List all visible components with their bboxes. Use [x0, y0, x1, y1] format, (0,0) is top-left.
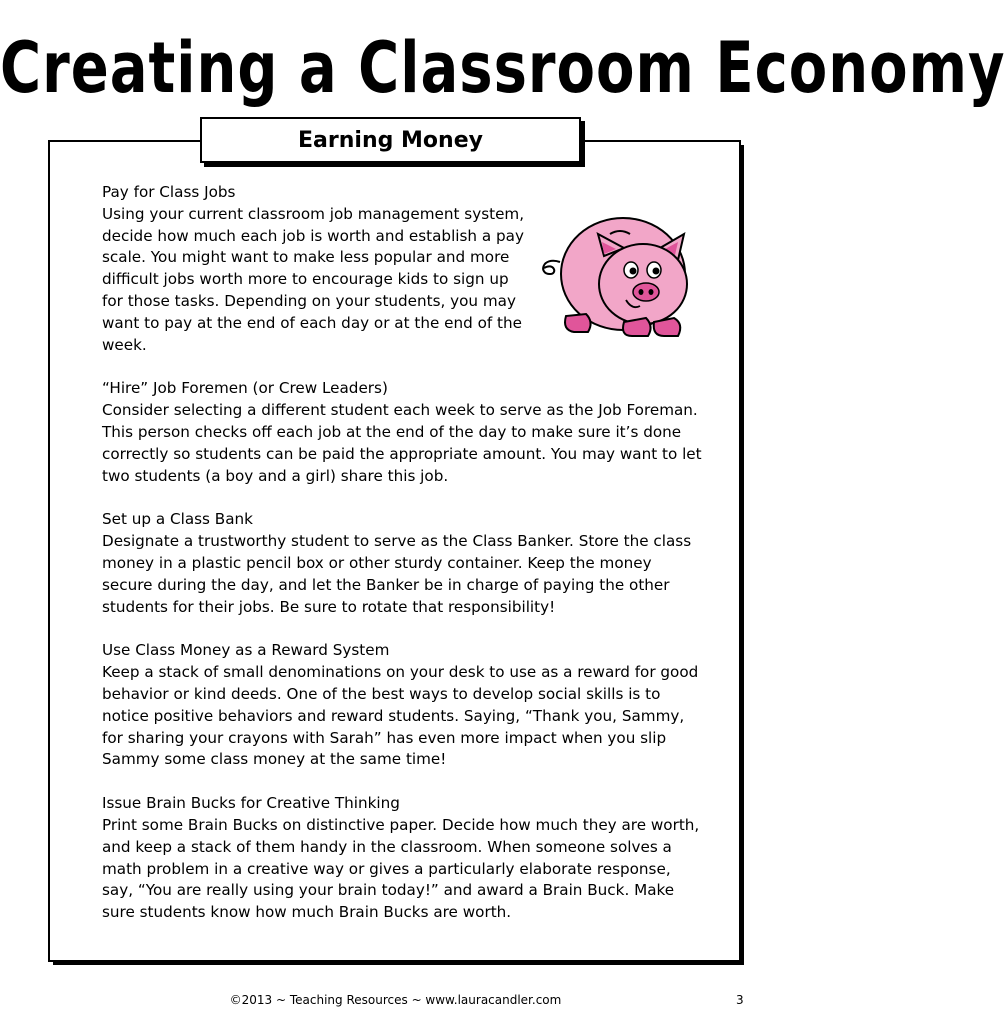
piggy-bank-icon [528, 212, 698, 342]
section-title: Set up a Class Bank [102, 510, 253, 529]
section-reward-system [102, 640, 702, 771]
section-heading: Earning Money [298, 127, 483, 153]
section-class-bank [102, 509, 702, 618]
section-title: Pay for Class Jobs [102, 183, 236, 201]
section-text: Consider selecting a different student each week to serve as the Job Foreman. This person checks off each job at the end of the day to make sure it’s done correctly so students can be paid the appropriate amount. You may want to let two students (a boy and a girl) share this job. [102, 401, 702, 485]
section-title: “Hire” Job Foremen (or Crew Leaders) [102, 379, 388, 398]
section-brain-bucks [102, 793, 702, 924]
section-heading-box [200, 117, 581, 163]
page-number: 3 [736, 993, 744, 1007]
footer-copyright: ©2013 ~ Teaching Resources ~ www.lauracandler.com [229, 993, 562, 1007]
section-text: Designate a trustworthy student to serve as the Class Banker. Store the class money in a plastic pencil box or other sturdy container. Keep the money secure during the day, and let the Banker be in charge of paying the other students for their jobs. Be sure to rotate that responsibility! [102, 532, 692, 616]
section-title: Issue Brain Bucks for Creative Thinking [102, 794, 400, 813]
section-hire-job-foremen [102, 378, 702, 487]
section-title: Use Class Money as a Reward System [102, 641, 390, 660]
section-text: Using your current classroom job management system, decide how much each job is worth and establish a pay scale. You might want to make less popular and more difficult jobs worth more to encourage kids to sign up for those tasks. Depending on your students, you may want to pay at the end of each day or at the end of the week. [102, 204, 525, 354]
section-text: Print some Brain Bucks on distinctive paper. Decide how much they are worth, and keep a stack of them handy in the classroom. When someone solves a math problem in a creative way or gives a particularly elaborate response, say, “You are really using your brain today!” and award a Brain Buck. Make sure students know how much Brain Bucks are worth. [102, 815, 700, 922]
section-text: Keep a stack of small denominations on your desk to use as a reward for good behavior or kind deeds. One of the best ways to develop social skills is to notice positive behaviors and reward students. Saying, “Thank you, Sammy, for sharing your crayons with Sarah” has even more impact when you slip Sammy some class money at the same time! [102, 663, 699, 769]
page-title: Creating a Classroom Economy [0, 28, 1005, 110]
